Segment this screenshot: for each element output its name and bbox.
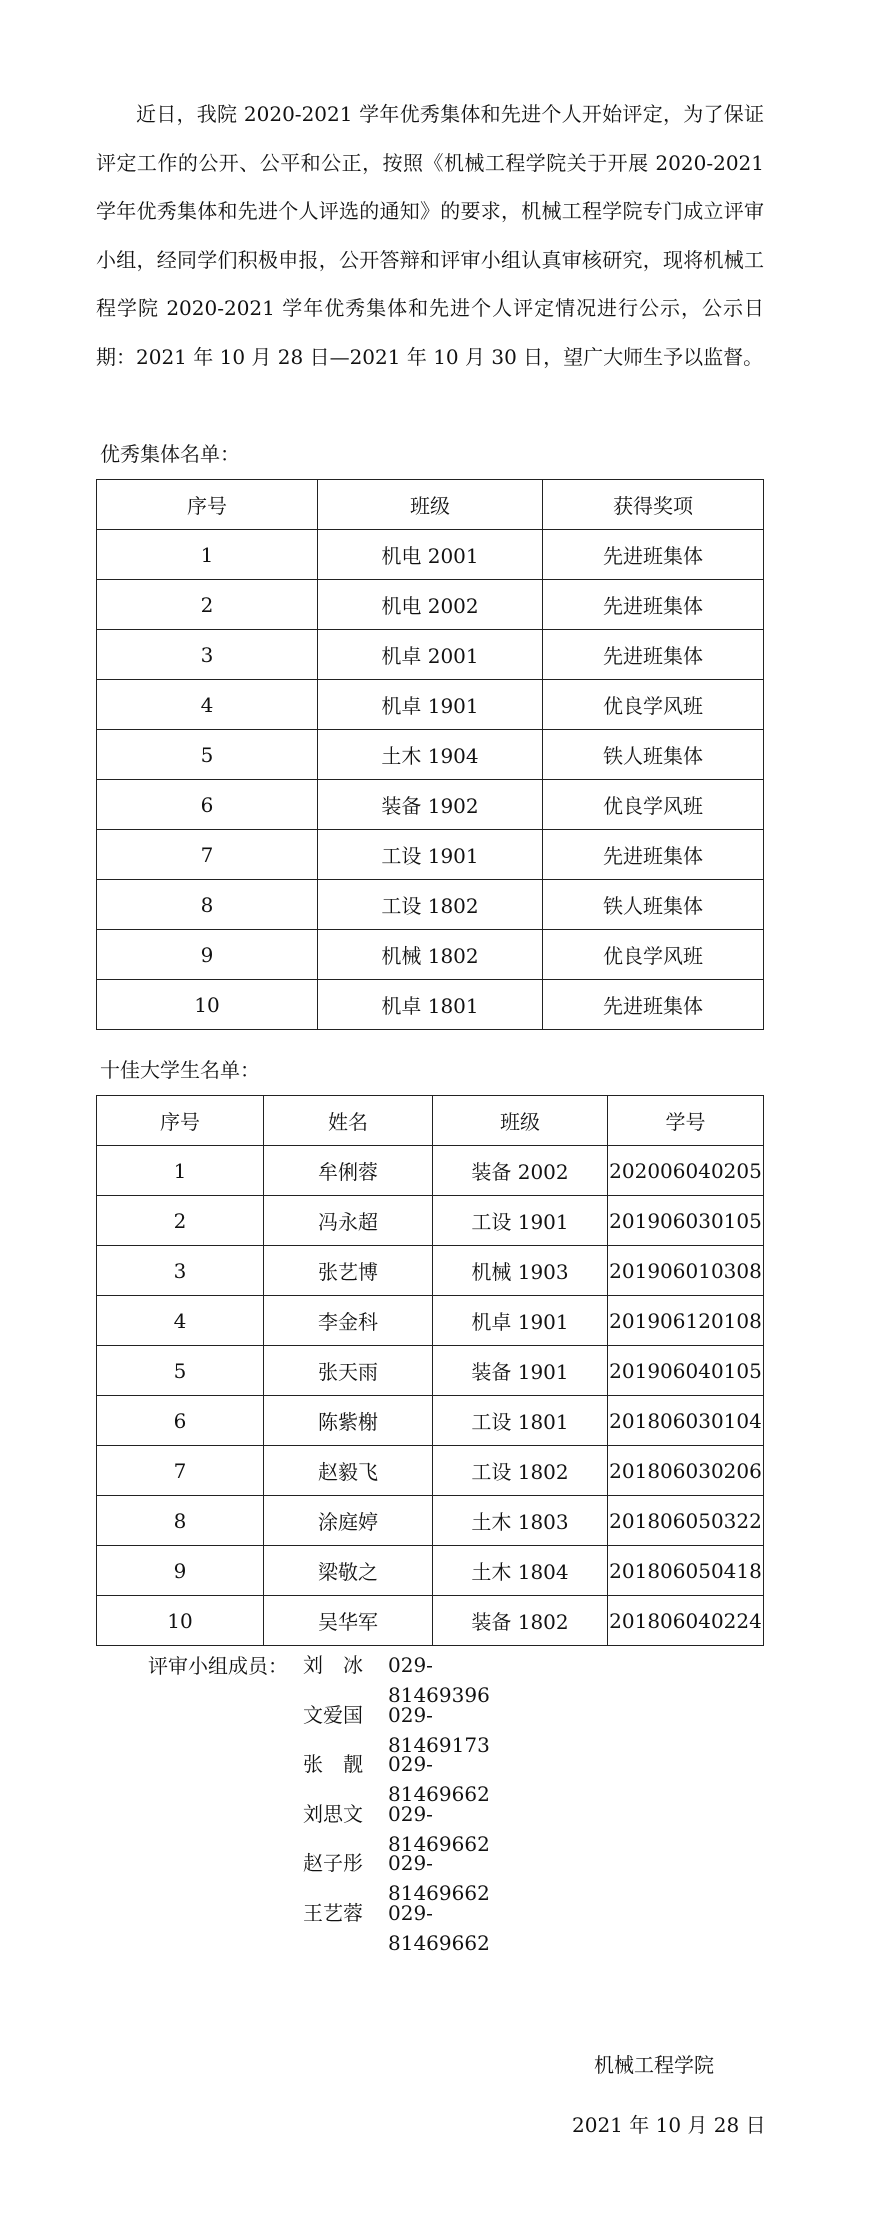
signature-org: 机械工程学院 <box>594 2053 714 2077</box>
student-row <box>97 1196 764 1246</box>
table-cell: 装备 1802 <box>433 1596 608 1646</box>
table-cell: 先进班集体 <box>543 980 764 1030</box>
table-cell: 先进班集体 <box>543 830 764 880</box>
table-cell: 土木 1803 <box>433 1496 608 1546</box>
table-cell: 李金科 <box>264 1296 433 1346</box>
table-cell: 先进班集体 <box>543 630 764 680</box>
student-row <box>97 1246 764 1296</box>
table-cell: 工设 1802 <box>318 880 543 930</box>
collective-table <box>96 479 764 1030</box>
student-row <box>97 1496 764 1546</box>
table-cell: 6 <box>97 780 318 830</box>
table-cell: 张艺博 <box>264 1246 433 1296</box>
table-cell: 9 <box>97 930 318 980</box>
member-phone: 029-81469396 <box>388 1653 490 1707</box>
table-cell: 冯永超 <box>264 1196 433 1246</box>
table-cell: 4 <box>97 680 318 730</box>
table-cell: 机械 1903 <box>433 1246 608 1296</box>
table-cell: 201906010308 <box>608 1246 764 1296</box>
collective-row <box>97 880 764 930</box>
member-name: 文爱国 <box>303 1702 363 1727</box>
table-cell: 装备 1902 <box>318 780 543 830</box>
member-name: 张 靓 <box>303 1752 363 1776</box>
student-row <box>97 1346 764 1396</box>
member-name: 王艺蓉 <box>303 1900 363 1925</box>
table-cell: 机电 2002 <box>318 580 543 630</box>
collective-list-label: 优秀集体名单： <box>100 442 240 466</box>
table-cell: 201906120108 <box>608 1296 764 1346</box>
collective-row <box>97 930 764 980</box>
member-name: 刘 冰 <box>303 1653 363 1677</box>
table-cell: 201906030105 <box>608 1196 764 1246</box>
member-phone: 029-81469662 <box>388 1801 490 1856</box>
table-cell: 铁人班集体 <box>543 730 764 780</box>
table-cell: 工设 1901 <box>318 830 543 880</box>
table-cell: 赵毅飞 <box>264 1446 433 1496</box>
student-row <box>97 1546 764 1596</box>
collective-row <box>97 530 764 580</box>
table-cell: 工设 1801 <box>433 1396 608 1446</box>
table-cell: 5 <box>97 1346 264 1396</box>
table-cell: 梁敬之 <box>264 1546 433 1596</box>
collective-row <box>97 580 764 630</box>
table-cell: 优良学风班 <box>543 680 764 730</box>
table-cell: 土木 1904 <box>318 730 543 780</box>
collective-row <box>97 730 764 780</box>
table-cell: 牟俐蓉 <box>264 1146 433 1196</box>
table-cell: 10 <box>97 980 318 1030</box>
table-cell: 机卓 2001 <box>318 630 543 680</box>
table-cell: 优良学风班 <box>543 780 764 830</box>
intro-paragraph: 近日，我院 2020-2021 学年优秀集体和先进个人开始评定，为了保证评定工作的公开、公平和公正，按照《机械工程学院关于开展 2020-2021 学年优秀集体和先进个人评选的通知》的要求，机械工程学院专门成立评审小组，经同学们积极申报，公开答辩和评审小组认真审核研究，现将机械工程学院 2020-2021 学年优秀集体和先进个人评定情况进行公示，公示日期：2021 年 10 月 28 日—2021 年 10 月 30 日，望广大师生予以监督。 <box>96 102 764 369</box>
header-cell: 班级 <box>318 480 543 530</box>
table-cell: 优良学风班 <box>543 930 764 980</box>
table-cell: 5 <box>97 730 318 780</box>
table-cell: 工设 1901 <box>433 1196 608 1246</box>
table-cell: 装备 1901 <box>433 1346 608 1396</box>
table-cell: 201806030206 <box>608 1446 764 1496</box>
table-cell: 1 <box>97 1146 264 1196</box>
collective-row <box>97 780 764 830</box>
member-name: 赵子彤 <box>303 1851 363 1875</box>
table-cell: 机械 1802 <box>318 930 543 980</box>
header-cell: 学号 <box>608 1096 764 1146</box>
table-cell: 7 <box>97 1446 264 1496</box>
table-cell: 201906040105 <box>608 1346 764 1396</box>
committee-title: 评审小组成员： <box>148 1654 288 1678</box>
students-list-label: 十佳大学生名单： <box>100 1058 260 1082</box>
table-cell: 8 <box>97 1496 264 1546</box>
table-cell: 202006040205 <box>608 1146 764 1196</box>
member-phone: 029-81469662 <box>388 1752 490 1806</box>
table-cell: 1 <box>97 530 318 580</box>
table-cell: 工设 1802 <box>433 1446 608 1496</box>
member-name: 刘思文 <box>303 1801 363 1826</box>
table-cell: 2 <box>97 580 318 630</box>
collective-row <box>97 980 764 1030</box>
member-phone: 029-81469662 <box>388 1851 490 1905</box>
signature-date: 2021 年 10 月 28 日 <box>572 2113 766 2137</box>
header-cell: 序号 <box>97 480 318 530</box>
table-cell: 先进班集体 <box>543 530 764 580</box>
table-cell: 7 <box>97 830 318 880</box>
table-cell: 201806040224 <box>608 1596 764 1646</box>
table-cell: 张天雨 <box>264 1346 433 1396</box>
table-cell: 6 <box>97 1396 264 1446</box>
collective-table-header <box>97 480 764 530</box>
table-cell: 机卓 1801 <box>318 980 543 1030</box>
header-cell: 班级 <box>433 1096 608 1146</box>
table-cell: 铁人班集体 <box>543 880 764 930</box>
table-cell: 201806050322 <box>608 1496 764 1546</box>
student-row <box>97 1146 764 1196</box>
header-cell: 姓名 <box>264 1096 433 1146</box>
table-cell: 涂庭婷 <box>264 1496 433 1546</box>
table-cell: 10 <box>97 1596 264 1646</box>
table-cell: 机电 2001 <box>318 530 543 580</box>
header-cell: 获得奖项 <box>543 480 764 530</box>
table-cell: 机卓 1901 <box>433 1296 608 1346</box>
collective-row <box>97 680 764 730</box>
student-row <box>97 1446 764 1496</box>
student-row <box>97 1596 764 1646</box>
table-cell: 装备 2002 <box>433 1146 608 1196</box>
table-cell: 9 <box>97 1546 264 1596</box>
collective-row <box>97 630 764 680</box>
table-cell: 4 <box>97 1296 264 1346</box>
member-phone: 029-81469173 <box>388 1702 490 1757</box>
table-cell: 陈紫榭 <box>264 1396 433 1446</box>
member-phone: 029-81469662 <box>388 1900 490 1955</box>
collective-row <box>97 830 764 880</box>
table-cell: 3 <box>97 630 318 680</box>
header-cell: 序号 <box>97 1096 264 1146</box>
table-cell: 201806030104 <box>608 1396 764 1446</box>
table-cell: 机卓 1901 <box>318 680 543 730</box>
student-row <box>97 1396 764 1446</box>
top-students-table <box>96 1095 764 1646</box>
table-cell: 先进班集体 <box>543 580 764 630</box>
table-cell: 201806050418 <box>608 1546 764 1596</box>
student-row <box>97 1296 764 1346</box>
students-table-header <box>97 1096 764 1146</box>
table-cell: 土木 1804 <box>433 1546 608 1596</box>
table-cell: 3 <box>97 1246 264 1296</box>
table-cell: 吴华军 <box>264 1596 433 1646</box>
table-cell: 8 <box>97 880 318 930</box>
table-cell: 2 <box>97 1196 264 1246</box>
